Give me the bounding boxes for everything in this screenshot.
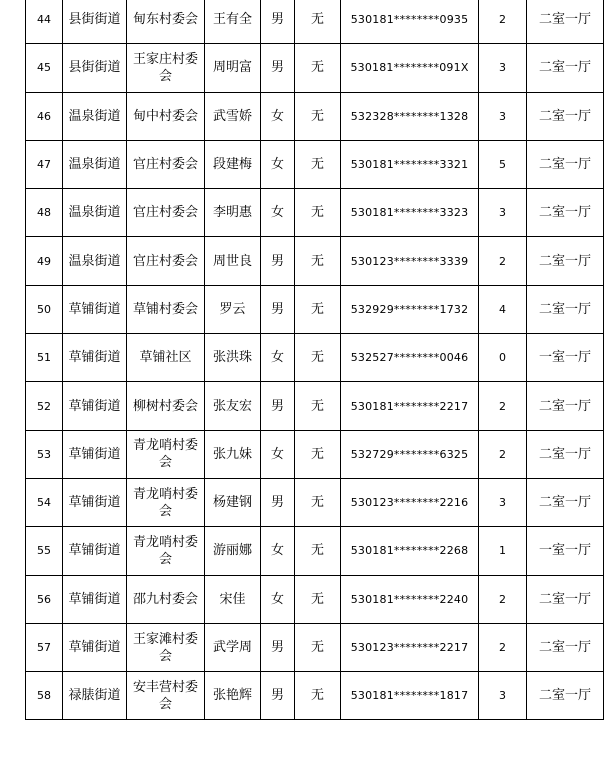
name-cell: 周世良 xyxy=(205,237,261,285)
village-cell: 草铺社区 xyxy=(127,334,205,382)
village-cell: 官庄村委会 xyxy=(127,140,205,188)
disability-cell: 无 xyxy=(295,237,341,285)
gender-cell: 男 xyxy=(261,237,295,285)
table-body xyxy=(26,0,604,720)
disability-cell: 无 xyxy=(295,0,341,44)
id-number-cell: 530181********2268 xyxy=(341,527,479,575)
id-number-cell: 532527********0046 xyxy=(341,334,479,382)
housing-type-cell: 二室一厅 xyxy=(527,0,604,44)
village-cell: 安丰营村委会 xyxy=(127,672,205,720)
household-count-cell: 2 xyxy=(479,382,527,430)
disability-cell: 无 xyxy=(295,430,341,478)
id-number-cell: 532929********1732 xyxy=(341,285,479,333)
street-cell: 草铺街道 xyxy=(63,527,127,575)
household-count-cell: 3 xyxy=(479,672,527,720)
housing-type-cell: 二室一厅 xyxy=(527,189,604,237)
village-cell: 甸中村委会 xyxy=(127,92,205,140)
street-cell: 县街街道 xyxy=(63,0,127,44)
village-cell: 青龙哨村委会 xyxy=(127,478,205,526)
village-cell: 王家庄村委会 xyxy=(127,44,205,92)
street-cell: 温泉街道 xyxy=(63,189,127,237)
disability-cell: 无 xyxy=(295,92,341,140)
disability-cell: 无 xyxy=(295,44,341,92)
gender-cell: 男 xyxy=(261,285,295,333)
name-cell: 张洪珠 xyxy=(205,334,261,382)
table-row xyxy=(26,0,604,44)
household-count-cell: 1 xyxy=(479,527,527,575)
housing-type-cell: 二室一厅 xyxy=(527,237,604,285)
table-row xyxy=(26,623,604,671)
name-cell: 武雪娇 xyxy=(205,92,261,140)
disability-cell: 无 xyxy=(295,140,341,188)
housing-type-cell: 二室一厅 xyxy=(527,44,604,92)
household-count-cell: 2 xyxy=(479,430,527,478)
name-cell: 武学周 xyxy=(205,623,261,671)
row-number-cell: 53 xyxy=(26,430,63,478)
row-number-cell: 50 xyxy=(26,285,63,333)
disability-cell: 无 xyxy=(295,285,341,333)
village-cell: 官庄村委会 xyxy=(127,237,205,285)
id-number-cell: 530123********2216 xyxy=(341,478,479,526)
id-number-cell: 530181********2240 xyxy=(341,575,479,623)
household-count-cell: 2 xyxy=(479,623,527,671)
table-row xyxy=(26,672,604,720)
row-number-cell: 48 xyxy=(26,189,63,237)
id-number-cell: 530181********0935 xyxy=(341,0,479,44)
name-cell: 游丽娜 xyxy=(205,527,261,575)
household-count-cell: 3 xyxy=(479,44,527,92)
housing-type-cell: 二室一厅 xyxy=(527,672,604,720)
id-number-cell: 530123********2217 xyxy=(341,623,479,671)
gender-cell: 女 xyxy=(261,527,295,575)
household-count-cell: 3 xyxy=(479,92,527,140)
document-page xyxy=(25,0,615,764)
housing-type-cell: 二室一厅 xyxy=(527,430,604,478)
street-cell: 温泉街道 xyxy=(63,92,127,140)
housing-type-cell: 一室一厅 xyxy=(527,334,604,382)
housing-type-cell: 二室一厅 xyxy=(527,382,604,430)
name-cell: 段建梅 xyxy=(205,140,261,188)
row-number-cell: 49 xyxy=(26,237,63,285)
disability-cell: 无 xyxy=(295,672,341,720)
disability-cell: 无 xyxy=(295,382,341,430)
village-cell: 邵九村委会 xyxy=(127,575,205,623)
household-count-cell: 3 xyxy=(479,189,527,237)
row-number-cell: 56 xyxy=(26,575,63,623)
gender-cell: 女 xyxy=(261,92,295,140)
row-number-cell: 54 xyxy=(26,478,63,526)
housing-type-cell: 二室一厅 xyxy=(527,575,604,623)
id-number-cell: 530181********3323 xyxy=(341,189,479,237)
name-cell: 张艳辉 xyxy=(205,672,261,720)
row-number-cell: 45 xyxy=(26,44,63,92)
street-cell: 温泉街道 xyxy=(63,140,127,188)
name-cell: 杨建钢 xyxy=(205,478,261,526)
row-number-cell: 44 xyxy=(26,0,63,44)
gender-cell: 女 xyxy=(261,334,295,382)
name-cell: 李明惠 xyxy=(205,189,261,237)
id-number-cell: 530181********3321 xyxy=(341,140,479,188)
table-row xyxy=(26,575,604,623)
row-number-cell: 55 xyxy=(26,527,63,575)
name-cell: 宋佳 xyxy=(205,575,261,623)
street-cell: 草铺街道 xyxy=(63,478,127,526)
street-cell: 草铺街道 xyxy=(63,575,127,623)
housing-type-cell: 二室一厅 xyxy=(527,92,604,140)
gender-cell: 女 xyxy=(261,575,295,623)
housing-type-cell: 二室一厅 xyxy=(527,478,604,526)
table-row xyxy=(26,44,604,92)
id-number-cell: 530123********3339 xyxy=(341,237,479,285)
applicant-table xyxy=(25,0,604,720)
table-row xyxy=(26,285,604,333)
household-count-cell: 5 xyxy=(479,140,527,188)
household-count-cell: 0 xyxy=(479,334,527,382)
disability-cell: 无 xyxy=(295,334,341,382)
name-cell: 张九妹 xyxy=(205,430,261,478)
gender-cell: 女 xyxy=(261,189,295,237)
village-cell: 王家滩村委会 xyxy=(127,623,205,671)
village-cell: 青龙哨村委会 xyxy=(127,430,205,478)
street-cell: 草铺街道 xyxy=(63,382,127,430)
housing-type-cell: 二室一厅 xyxy=(527,623,604,671)
village-cell: 甸东村委会 xyxy=(127,0,205,44)
row-number-cell: 57 xyxy=(26,623,63,671)
disability-cell: 无 xyxy=(295,478,341,526)
table-row xyxy=(26,382,604,430)
village-cell: 草铺村委会 xyxy=(127,285,205,333)
household-count-cell: 2 xyxy=(479,237,527,285)
street-cell: 县街街道 xyxy=(63,44,127,92)
village-cell: 官庄村委会 xyxy=(127,189,205,237)
street-cell: 草铺街道 xyxy=(63,285,127,333)
table-row xyxy=(26,140,604,188)
table-row xyxy=(26,334,604,382)
street-cell: 温泉街道 xyxy=(63,237,127,285)
gender-cell: 男 xyxy=(261,478,295,526)
id-number-cell: 532729********6325 xyxy=(341,430,479,478)
table-row xyxy=(26,430,604,478)
gender-cell: 男 xyxy=(261,44,295,92)
housing-type-cell: 二室一厅 xyxy=(527,140,604,188)
street-cell: 草铺街道 xyxy=(63,623,127,671)
street-cell: 草铺街道 xyxy=(63,334,127,382)
street-cell: 禄脿街道 xyxy=(63,672,127,720)
village-cell: 青龙哨村委会 xyxy=(127,527,205,575)
gender-cell: 男 xyxy=(261,382,295,430)
name-cell: 罗云 xyxy=(205,285,261,333)
gender-cell: 女 xyxy=(261,140,295,188)
household-count-cell: 3 xyxy=(479,478,527,526)
row-number-cell: 58 xyxy=(26,672,63,720)
household-count-cell: 4 xyxy=(479,285,527,333)
id-number-cell: 532328********1328 xyxy=(341,92,479,140)
row-number-cell: 46 xyxy=(26,92,63,140)
table-row xyxy=(26,237,604,285)
disability-cell: 无 xyxy=(295,527,341,575)
table-row xyxy=(26,478,604,526)
household-count-cell: 2 xyxy=(479,0,527,44)
row-number-cell: 51 xyxy=(26,334,63,382)
village-cell: 柳树村委会 xyxy=(127,382,205,430)
housing-type-cell: 二室一厅 xyxy=(527,285,604,333)
gender-cell: 男 xyxy=(261,623,295,671)
gender-cell: 女 xyxy=(261,430,295,478)
name-cell: 周明富 xyxy=(205,44,261,92)
disability-cell: 无 xyxy=(295,189,341,237)
gender-cell: 男 xyxy=(261,672,295,720)
table-row xyxy=(26,189,604,237)
household-count-cell: 2 xyxy=(479,575,527,623)
housing-type-cell: 一室一厅 xyxy=(527,527,604,575)
disability-cell: 无 xyxy=(295,575,341,623)
row-number-cell: 47 xyxy=(26,140,63,188)
name-cell: 张友宏 xyxy=(205,382,261,430)
id-number-cell: 530181********091X xyxy=(341,44,479,92)
id-number-cell: 530181********1817 xyxy=(341,672,479,720)
row-number-cell: 52 xyxy=(26,382,63,430)
disability-cell: 无 xyxy=(295,623,341,671)
table-row xyxy=(26,527,604,575)
street-cell: 草铺街道 xyxy=(63,430,127,478)
id-number-cell: 530181********2217 xyxy=(341,382,479,430)
gender-cell: 男 xyxy=(261,0,295,44)
name-cell: 王有全 xyxy=(205,0,261,44)
table-row xyxy=(26,92,604,140)
